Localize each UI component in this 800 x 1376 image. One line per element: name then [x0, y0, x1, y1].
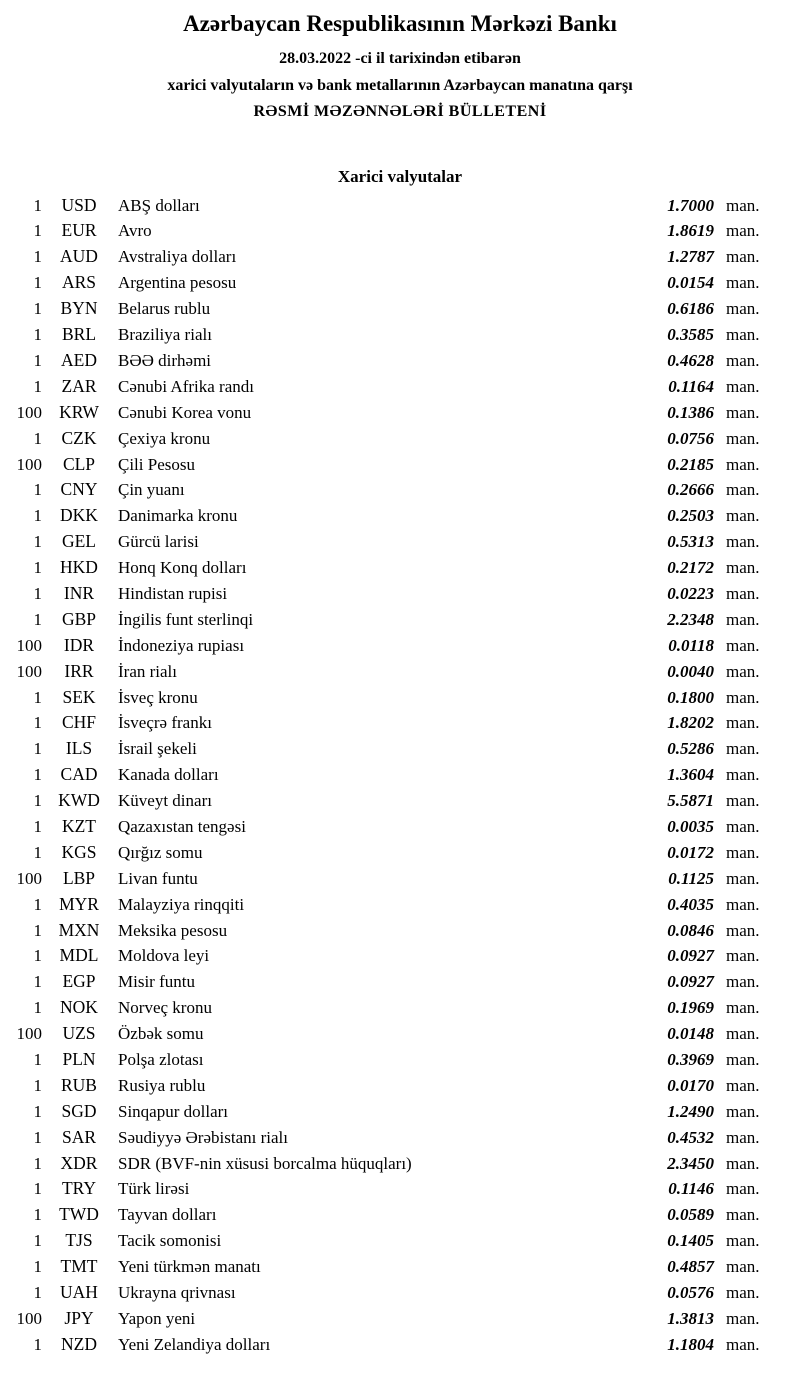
unit-cell: man.: [726, 221, 760, 241]
quantity-cell: 100: [16, 402, 42, 422]
rate-value-cell: 1.7000: [667, 195, 714, 215]
currency-code-cell: SGD: [61, 1100, 97, 1121]
rate-value-cell: 0.0927: [667, 946, 714, 966]
unit-cell: man.: [726, 946, 760, 966]
quantity-cell: 1: [33, 739, 42, 759]
unit-cell: man.: [726, 1075, 760, 1095]
unit-cell: man.: [726, 454, 760, 474]
currency-code-cell: HKD: [60, 557, 98, 578]
unit-cell: man.: [726, 1049, 760, 1069]
currency-code-cell: TWD: [59, 1204, 99, 1225]
unit-cell: man.: [726, 894, 760, 914]
rate-value-cell: 0.5313: [667, 532, 714, 552]
currency-name-cell: Moldova leyi: [118, 946, 210, 966]
currency-code-cell: CZK: [61, 427, 97, 448]
quantity-cell: 1: [33, 842, 42, 862]
rate-row: [8, 1202, 770, 1228]
currency-name-cell: Tacik somonisi: [118, 1231, 222, 1251]
currency-code-cell: ARS: [61, 272, 97, 293]
currency-code-cell: KWD: [58, 790, 100, 811]
rate-value-cell: 0.0927: [667, 972, 714, 992]
currency-code-cell: CNY: [60, 479, 98, 500]
rate-row: [8, 477, 770, 503]
quantity-cell: 1: [33, 325, 42, 345]
quantity-cell: 1: [33, 1127, 42, 1147]
currency-name-cell: İngilis funt sterlinqi: [118, 609, 254, 629]
currency-name-cell: Sinqapur dolları: [118, 1101, 229, 1121]
unit-cell: man.: [726, 842, 760, 862]
unit-cell: man.: [726, 299, 760, 319]
rate-value-cell: 0.1969: [667, 998, 714, 1018]
rate-value-cell: 0.1164: [668, 376, 714, 396]
currency-name-cell: Norveç kronu: [118, 998, 212, 1018]
currency-code-cell: UAH: [60, 1282, 98, 1302]
rate-row: [8, 1228, 770, 1254]
section-title-foreign-currencies: Xarici valyutalar: [337, 166, 463, 186]
currency-name-cell: İsveç kronu: [118, 687, 198, 707]
currency-code-cell: KZT: [61, 815, 97, 836]
quantity-cell: 1: [33, 687, 42, 707]
quantity-cell: 1: [33, 1049, 42, 1069]
rate-value-cell: 0.1125: [668, 868, 714, 888]
rate-value-cell: 1.8202: [667, 713, 714, 733]
unit-cell: man.: [726, 532, 760, 552]
unit-cell: man.: [726, 1334, 760, 1354]
bulletin-title: RƏSMİ MƏZƏNNƏLƏRİ BÜLLETENİ: [253, 102, 547, 120]
currency-code-cell: AUD: [60, 246, 98, 267]
quantity-cell: 1: [33, 558, 42, 578]
currency-code-cell: LBP: [62, 867, 96, 888]
rate-row: [8, 1254, 770, 1280]
currency-name-cell: Malayziya rinqqiti: [118, 894, 245, 914]
quantity-cell: 1: [33, 1257, 42, 1277]
currency-code-cell: SAR: [61, 1126, 97, 1147]
rate-value-cell: 0.1146: [668, 1179, 714, 1199]
rate-row: [8, 322, 770, 348]
rate-row: [8, 193, 770, 219]
rate-row: [8, 685, 770, 711]
rate-value-cell: 2.2348: [667, 609, 714, 629]
currency-name-cell: Kanada dolları: [118, 765, 219, 785]
rate-value-cell: 5.5871: [667, 791, 714, 811]
quantity-cell: 1: [33, 920, 42, 940]
rate-row: [8, 1280, 770, 1306]
currency-code-cell: ILS: [65, 738, 93, 759]
rate-row: [8, 452, 770, 478]
rate-row: [8, 374, 770, 400]
rate-value-cell: 0.0035: [667, 816, 714, 836]
currency-name-cell: Çili Pesosu: [118, 454, 195, 474]
rate-row: [8, 244, 770, 270]
quantity-cell: 1: [33, 273, 42, 293]
unit-cell: man.: [726, 791, 760, 811]
currency-name-cell: Çin yuanı: [118, 480, 185, 500]
currency-code-cell: MXN: [58, 919, 100, 940]
currency-name-cell: Ukrayna qrivnası: [118, 1283, 236, 1302]
currency-name-cell: İsrail şekeli: [118, 739, 197, 759]
rate-row: [8, 1332, 770, 1358]
quantity-cell: 100: [16, 635, 42, 655]
rate-value-cell: 0.3969: [667, 1049, 714, 1069]
rate-value-cell: 1.1804: [667, 1334, 714, 1354]
unit-cell: man.: [726, 1231, 760, 1251]
rate-row: [8, 995, 770, 1021]
currency-code-cell: UZS: [62, 1023, 96, 1044]
rate-value-cell: 0.0756: [667, 428, 714, 448]
currency-name-cell: Hindistan rupisi: [118, 583, 228, 603]
currency-code-cell: BYN: [60, 298, 98, 319]
currency-code-cell: DKK: [60, 505, 98, 526]
rate-row: [8, 1099, 770, 1125]
unit-cell: man.: [726, 1024, 760, 1044]
rates-list: [0, 193, 800, 1358]
currency-name-cell: Tayvan dolları: [118, 1205, 217, 1225]
rate-row: [8, 555, 770, 581]
currency-code-cell: CAD: [60, 764, 98, 785]
currency-name-cell: İran rialı: [118, 661, 177, 681]
quantity-cell: 1: [33, 894, 42, 914]
quantity-cell: 1: [33, 583, 42, 603]
quantity-cell: 1: [33, 1231, 42, 1251]
rate-value-cell: 0.0118: [668, 635, 714, 655]
rate-value-cell: 0.2185: [667, 454, 714, 474]
quantity-cell: 1: [33, 972, 42, 992]
currency-name-cell: İsveçrə frankı: [118, 713, 212, 733]
unit-cell: man.: [726, 713, 760, 733]
currency-name-cell: Səudiyyə Ərəbistanı rialı: [118, 1127, 288, 1147]
unit-cell: man.: [726, 661, 760, 681]
quantity-cell: 1: [33, 299, 42, 319]
quantity-cell: 1: [33, 1205, 42, 1225]
currency-code-cell: BRL: [61, 324, 97, 345]
quantity-cell: 1: [33, 816, 42, 836]
quantity-cell: 1: [33, 532, 42, 552]
rate-row: [8, 1021, 770, 1047]
quantity-cell: 100: [16, 1024, 42, 1044]
rate-row: [8, 1047, 770, 1073]
unit-cell: man.: [726, 273, 760, 293]
quantity-cell: 100: [16, 868, 42, 888]
rate-row: [8, 866, 770, 892]
quantity-cell: 1: [33, 1334, 42, 1354]
rate-value-cell: 0.0223: [667, 583, 714, 603]
unit-cell: man.: [726, 635, 760, 655]
rate-value-cell: 1.3604: [667, 765, 714, 785]
unit-cell: man.: [726, 325, 760, 345]
rate-row: [8, 659, 770, 685]
currency-name-cell: Çexiya kronu: [118, 428, 211, 448]
quantity-cell: 1: [33, 480, 42, 500]
unit-cell: man.: [726, 868, 760, 888]
unit-cell: man.: [726, 1257, 760, 1277]
currency-code-cell: IDR: [63, 634, 95, 655]
rate-row: [8, 918, 770, 944]
quantity-cell: 1: [33, 1153, 42, 1173]
currency-code-cell: TMT: [60, 1256, 98, 1277]
currency-code-cell: JPY: [64, 1307, 94, 1328]
rate-value-cell: 0.4857: [667, 1257, 714, 1277]
currency-name-cell: Polşa zlotası: [118, 1049, 204, 1069]
currency-name-cell: Yeni Zelandiya dolları: [118, 1334, 271, 1354]
currency-code-cell: RUB: [61, 1074, 97, 1095]
unit-cell: man.: [726, 739, 760, 759]
quantity-cell: 1: [33, 765, 42, 785]
quantity-cell: 100: [16, 661, 42, 681]
unit-cell: man.: [726, 1153, 760, 1173]
quantity-cell: 1: [33, 376, 42, 396]
rate-value-cell: 0.0846: [667, 920, 714, 940]
quantity-cell: 1: [33, 1283, 42, 1302]
currency-code-cell: PLN: [62, 1048, 96, 1069]
unit-cell: man.: [726, 350, 760, 370]
rate-row: [8, 400, 770, 426]
currency-name-cell: Avstraliya dolları: [118, 247, 237, 267]
rate-row: [8, 1306, 770, 1332]
effective-date-line: 28.03.2022 -ci il tarixindən etibarən: [279, 49, 521, 67]
currency-name-cell: Danimarka kronu: [118, 506, 238, 526]
rate-value-cell: 0.0154: [667, 273, 714, 293]
rate-value-cell: 0.1386: [667, 402, 714, 422]
currency-name-cell: Belarus rublu: [118, 299, 211, 319]
rate-row: [8, 788, 770, 814]
rate-value-cell: 0.3585: [667, 325, 714, 345]
currency-code-cell: KRW: [59, 401, 99, 422]
unit-cell: man.: [726, 972, 760, 992]
rate-row: [8, 814, 770, 840]
rate-value-cell: 0.5286: [667, 739, 714, 759]
currency-code-cell: GBP: [61, 608, 97, 629]
rate-value-cell: 2.3450: [667, 1153, 714, 1173]
currency-name-cell: Honq Konq dolları: [118, 558, 247, 578]
rate-row: [8, 218, 770, 244]
currency-code-cell: NZD: [61, 1333, 97, 1354]
currency-code-cell: SEK: [62, 686, 96, 707]
currency-name-cell: Türk lirəsi: [118, 1179, 190, 1199]
rate-value-cell: 1.3813: [667, 1308, 714, 1328]
quantity-cell: 1: [33, 506, 42, 526]
rate-row: [8, 1073, 770, 1099]
currency-name-cell: Qazaxıstan tengəsi: [118, 816, 246, 836]
unit-cell: man.: [726, 1179, 760, 1199]
currency-code-cell: MYR: [59, 893, 99, 914]
unit-cell: man.: [726, 558, 760, 578]
rate-row: [8, 529, 770, 555]
unit-cell: man.: [726, 480, 760, 500]
unit-cell: man.: [726, 816, 760, 836]
rate-row: [8, 969, 770, 995]
quantity-cell: 100: [16, 454, 42, 474]
quantity-cell: 1: [33, 609, 42, 629]
currency-code-cell: USD: [61, 194, 97, 215]
currency-name-cell: Livan funtu: [118, 868, 198, 888]
unit-cell: man.: [726, 247, 760, 267]
currency-name-cell: Braziliya rialı: [118, 325, 212, 345]
bank-title: Azərbaycan Respublikasının Mərkəzi Bankı: [183, 11, 617, 36]
rate-value-cell: 1.8619: [667, 221, 714, 241]
quantity-cell: 1: [33, 221, 42, 241]
currency-code-cell: KGS: [61, 841, 97, 862]
currency-name-cell: Özbək somu: [118, 1024, 204, 1044]
currency-code-cell: GEL: [61, 531, 97, 552]
quantity-cell: 1: [33, 1101, 42, 1121]
currency-code-cell: TJS: [65, 1230, 93, 1251]
rate-row: [8, 892, 770, 918]
quantity-cell: 1: [33, 946, 42, 966]
rate-row: [8, 943, 770, 969]
rate-value-cell: 0.0589: [667, 1205, 714, 1225]
rate-row: [8, 607, 770, 633]
currency-code-cell: IRR: [64, 660, 94, 681]
currency-code-cell: ZAR: [61, 375, 97, 396]
scope-line: xarici valyutaların və bank metallarının Azərbaycan manatına qarşı: [167, 76, 633, 94]
unit-cell: man.: [726, 920, 760, 940]
unit-cell: man.: [726, 765, 760, 785]
currency-name-cell: Meksika pesosu: [118, 920, 228, 940]
currency-code-cell: CLP: [62, 453, 96, 474]
unit-cell: man.: [726, 1101, 760, 1121]
rate-value-cell: 0.0148: [667, 1024, 714, 1044]
quantity-cell: 1: [33, 1179, 42, 1199]
quantity-cell: 1: [33, 247, 42, 267]
unit-cell: man.: [726, 428, 760, 448]
unit-cell: man.: [726, 1308, 760, 1328]
currency-name-cell: Cənubi Korea vonu: [118, 402, 252, 422]
rate-value-cell: 0.4628: [667, 350, 714, 370]
currency-code-cell: INR: [63, 582, 95, 603]
rate-row: [8, 270, 770, 296]
rate-row: [8, 633, 770, 659]
unit-cell: man.: [726, 402, 760, 422]
rate-value-cell: 0.0172: [667, 842, 714, 862]
rate-value-cell: 0.4035: [667, 894, 714, 914]
unit-cell: man.: [726, 583, 760, 603]
currency-name-cell: ABŞ dolları: [118, 195, 200, 215]
rate-value-cell: 0.2503: [667, 506, 714, 526]
currency-name-cell: Misir funtu: [118, 972, 195, 992]
currency-code-cell: XDR: [60, 1152, 98, 1173]
currency-code-cell: EGP: [62, 971, 96, 992]
rate-value-cell: 0.6186: [667, 299, 714, 319]
rate-value-cell: 1.2787: [667, 247, 714, 267]
quantity-cell: 1: [33, 1075, 42, 1095]
rate-row: [8, 1151, 770, 1177]
unit-cell: man.: [726, 687, 760, 707]
quantity-cell: 1: [33, 195, 42, 215]
rate-row: [8, 1176, 770, 1202]
currency-name-cell: SDR (BVF-nin xüsusi borcalma hüquqları): [118, 1153, 412, 1173]
currency-name-cell: İndoneziya rupiası: [118, 635, 245, 655]
unit-cell: man.: [726, 195, 760, 215]
rate-value-cell: 0.0170: [667, 1075, 714, 1095]
quantity-cell: 1: [33, 998, 42, 1018]
rate-row: [8, 296, 770, 322]
unit-cell: man.: [726, 506, 760, 526]
currency-code-cell: NOK: [60, 997, 98, 1018]
rate-row: [8, 426, 770, 452]
unit-cell: man.: [726, 998, 760, 1018]
rate-row: [8, 840, 770, 866]
rate-value-cell: 0.0576: [667, 1283, 714, 1302]
currency-code-cell: EUR: [61, 220, 97, 241]
currency-name-cell: Gürcü larisi: [118, 532, 199, 552]
currency-name-cell: Qırğız somu: [118, 842, 203, 862]
rate-value-cell: 0.1800: [667, 687, 714, 707]
currency-code-cell: CHF: [61, 712, 97, 733]
rate-row: [8, 348, 770, 374]
currency-name-cell: Yeni türkmən manatı: [118, 1257, 261, 1277]
unit-cell: man.: [726, 376, 760, 396]
rate-value-cell: 0.1405: [667, 1231, 714, 1251]
rate-row: [8, 736, 770, 762]
rate-value-cell: 0.2666: [667, 480, 714, 500]
rate-row: [8, 1125, 770, 1151]
unit-cell: man.: [726, 1205, 760, 1225]
quantity-cell: 1: [33, 350, 42, 370]
currency-name-cell: Avro: [118, 221, 152, 241]
currency-name-cell: Argentina pesosu: [118, 273, 237, 293]
rate-row: [8, 581, 770, 607]
rate-value-cell: 0.2172: [667, 558, 714, 578]
currency-name-cell: Rusiya rublu: [118, 1075, 206, 1095]
rate-row: [8, 762, 770, 788]
currency-name-cell: Küveyt dinarı: [118, 791, 212, 811]
unit-cell: man.: [726, 609, 760, 629]
rate-row: [8, 710, 770, 736]
rate-value-cell: 0.4532: [667, 1127, 714, 1147]
quantity-cell: 100: [16, 1308, 42, 1328]
currency-code-cell: AED: [61, 349, 97, 370]
quantity-cell: 1: [33, 791, 42, 811]
currency-code-cell: MDL: [59, 945, 99, 966]
currency-name-cell: Cənubi Afrika randı: [118, 376, 254, 396]
currency-name-cell: BƏƏ dirhəmi: [118, 350, 212, 370]
currency-code-cell: TRY: [61, 1178, 97, 1199]
unit-cell: man.: [726, 1283, 760, 1302]
unit-cell: man.: [726, 1127, 760, 1147]
quantity-cell: 1: [33, 713, 42, 733]
rate-value-cell: 1.2490: [667, 1101, 714, 1121]
rate-value-cell: 0.0040: [667, 661, 714, 681]
quantity-cell: 1: [33, 428, 42, 448]
document-header: [0, 0, 800, 121]
currency-name-cell: Yapon yeni: [118, 1308, 196, 1328]
rate-row: [8, 503, 770, 529]
